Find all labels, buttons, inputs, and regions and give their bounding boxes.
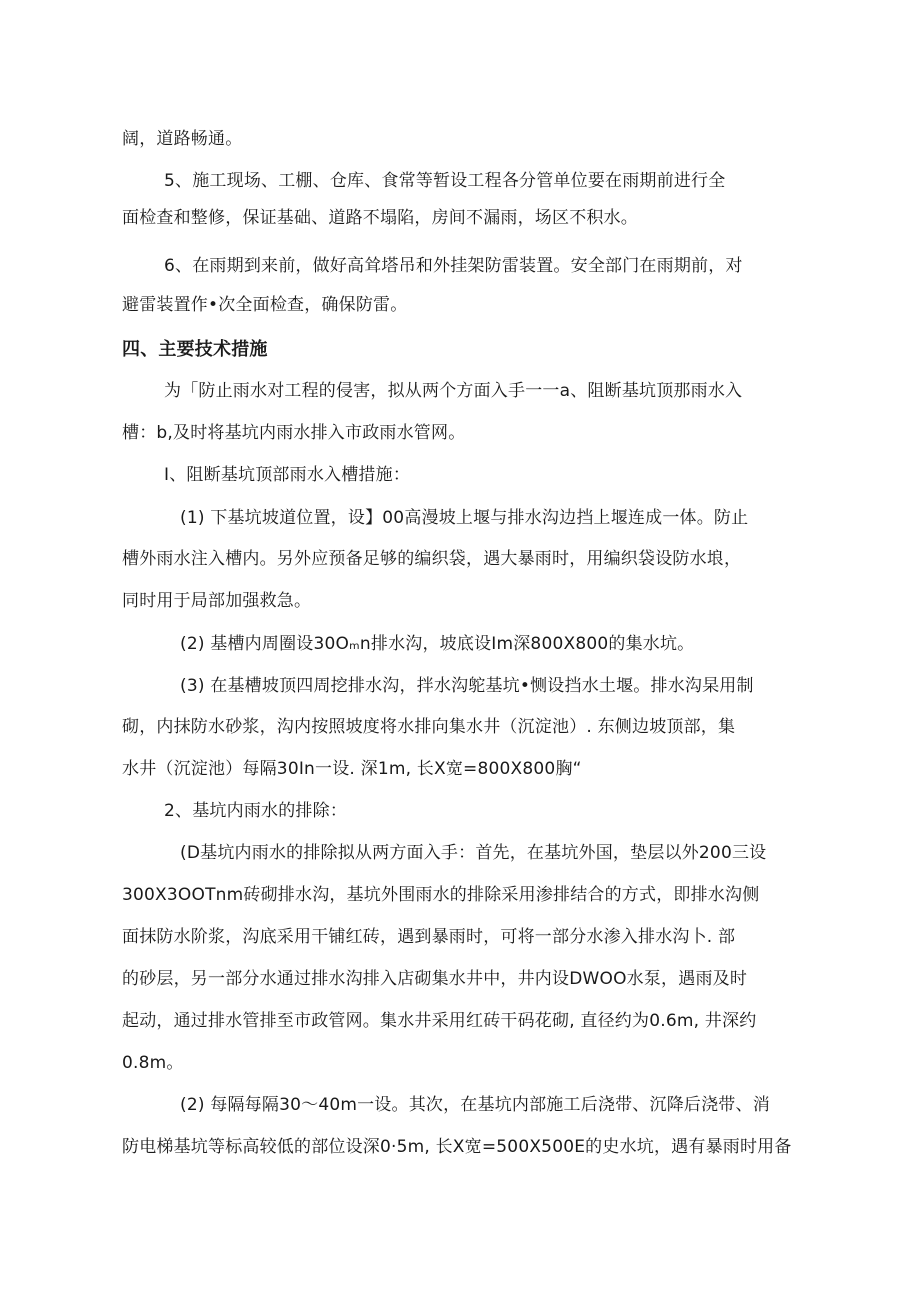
- text-line: 5、施工现场、工棚、仓库、食常等暂设工程各分管单位要在雨期前进行全: [164, 171, 726, 191]
- subsection-heading: 2、基坑内雨水的排除：: [164, 801, 348, 821]
- subsection-heading: I、阻断基坑顶部雨水入槽措施：: [164, 465, 411, 485]
- text-line: (3) 在基槽坡顶四周挖排水沟，拌水沟鸵基坑•恻设挡水土堰。排水沟杲用制: [180, 676, 754, 696]
- text-line: 防电梯基坑等标高较低的部位设深0·5m, 长X宽=500X500E的史水坑，遇有暴雨时用备: [122, 1137, 792, 1157]
- text-line: (2) 基槽内周圈设30Oₘn排水沟，坡底设Im深800X800的集水坑。: [180, 634, 695, 654]
- text-line: 槽：b,及时将基坑内雨水排入市政雨水管网。: [122, 423, 466, 443]
- text-line: 为「防止雨水对工程的侵害，拟从两个方面入手一一a、阻断基坑顶那雨水入: [164, 381, 743, 401]
- text-line: 6、在雨期到来前，做好高耸塔吊和外挂架防雷装置。安全部门在雨期前，对: [164, 256, 743, 276]
- section-heading: 四、主要技术措施: [122, 339, 268, 360]
- text-line: (D基坑内雨水的排除拟从两方面入手：首先，在基坑外国，垫层以外200三设: [180, 843, 767, 863]
- text-line: 水井（沉淀池）每隔30In一设. 深1m, 长X宽=800X800胸“: [122, 759, 582, 779]
- text-line: 300X3OOTnm砖砌排水沟，基坑外围雨水的排除采用渗排结合的方式，即排水沟侧: [122, 885, 760, 905]
- text-line: (2) 每隔每隔30〜40m一设。其次，在基坑内部施工后浇带、沉降后浇带、消: [180, 1095, 770, 1115]
- text-line: 阔，道路畅通。: [122, 129, 243, 149]
- text-line: 砌，内抹防水砂浆，沟内按照坡度将水排向集水井（沉淀池）. 东侧边坡顶部，集: [122, 717, 736, 737]
- text-line: 面抹防水阶浆，沟底采用干铺红砖，遇到暴雨时，可将一部分水渗入排水沟卜. 部: [122, 927, 736, 947]
- text-line: 面检查和整修，保证基础、道路不塌陷，房间不漏雨，场区不积水。: [122, 208, 638, 228]
- text-line: 0.8m。: [122, 1053, 184, 1073]
- text-line: 避雷装置作•次全面检查，确保防雷。: [122, 295, 408, 315]
- text-line: 起动，通过排水管排至市政管网。集水井采用红砖干码花砌, 直径约为0.6m, 井深约: [122, 1011, 757, 1031]
- text-line: 的砂层，另一部分水通过排水沟排入店砌集水井中，井内设DWOO水泵，遇雨及时: [122, 969, 748, 989]
- text-line: (1) 下基坑坡道位置，设】00高漫坡上堰与排水沟边挡上堰连成一体。防止: [180, 508, 749, 528]
- text-line: 同时用于局部加强救急。: [122, 591, 312, 611]
- text-line: 槽外雨水注入槽内。另外应预备足够的编织袋，遇大暴雨时，用编织袋设防水埌，: [122, 549, 742, 569]
